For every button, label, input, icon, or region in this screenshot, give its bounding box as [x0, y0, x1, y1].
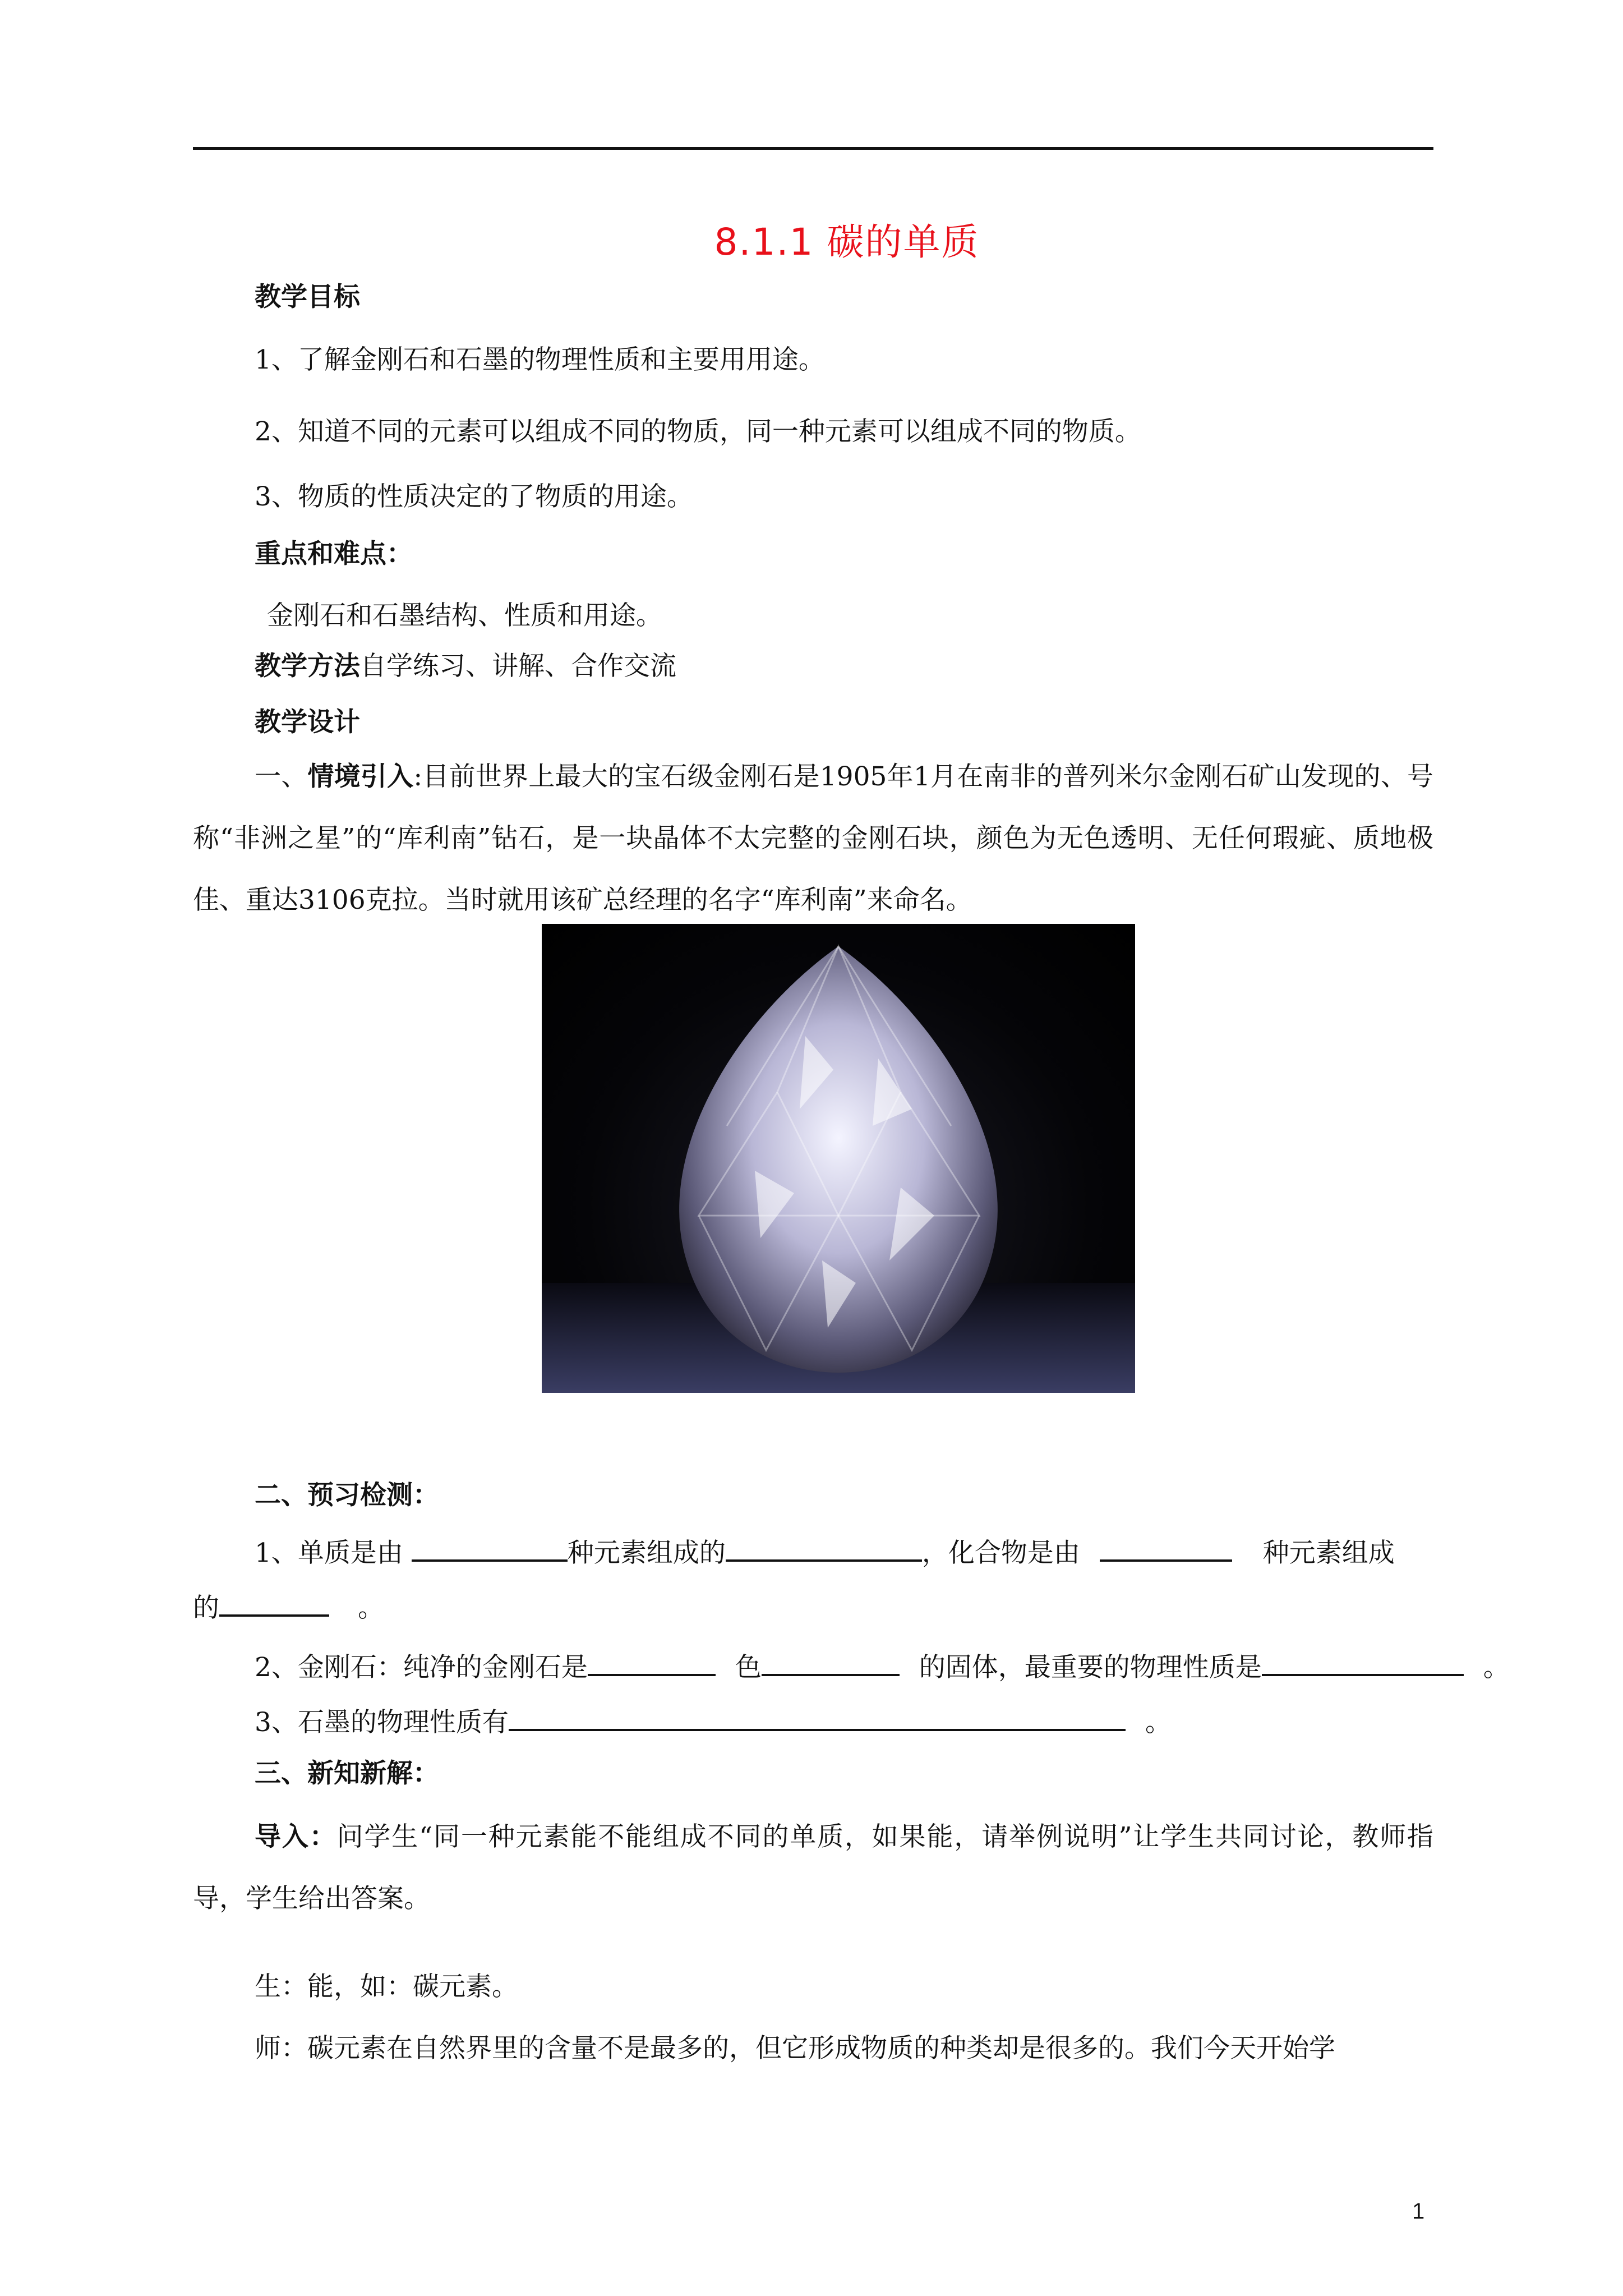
- lead-text: 问学生“同一种元素能不能组成不同的单质，如果能，请举例说明”让学生共同讨论，教师指导，学生给出答案。: [193, 1821, 1433, 1914]
- header-rule: [193, 147, 1433, 150]
- preview-heading: 二、预习检测：: [255, 1480, 439, 1511]
- intro-text: :目前世界上最大的宝石级金刚石是1905年1月在南非的普列米尔金刚石矿山发现的、号称“非洲之星”的“库利南”钻石，是一块晶体不太完整的金刚石块，颜色为无色透明、无任何瑕疵、质地极佳、重达3106克拉。当时就用该矿总经理的名字“库利南”来命名。: [193, 761, 1434, 915]
- q1-blank-2[interactable]: [726, 1531, 922, 1562]
- teacher-line: 师：碳元素在自然界里的含量不是最多的，但它形成物质的种类却是很多的。我们今天开始学: [255, 2033, 1335, 2064]
- teaching-method: [255, 650, 676, 683]
- lead-paragraph: [193, 1806, 1433, 1930]
- student-line: 生：能，如：碳元素。: [255, 1971, 518, 2002]
- page-title: 8.1.1 碳的单质: [714, 220, 980, 264]
- intro-paragraph: [193, 746, 1433, 931]
- page-number: 1: [1412, 2199, 1425, 2224]
- method-label: 教学方法: [255, 651, 360, 682]
- objective-3: 3、物质的性质决定的了物质的用途。: [255, 481, 693, 512]
- question-3: [255, 1701, 1172, 1740]
- intro-label: 情境引入: [307, 761, 414, 792]
- diamond-illustration: [542, 924, 1135, 1393]
- objective-1: 1、了解金刚石和石墨的物理性质和主要用用途。: [255, 344, 825, 375]
- q1-text-e: 的: [193, 1593, 219, 1623]
- design-heading: 教学设计: [255, 707, 360, 738]
- question-1: [255, 1531, 1395, 1570]
- objectives-heading: 教学目标: [255, 282, 360, 312]
- q1-text-a: 1、单质是由: [255, 1538, 403, 1568]
- q1-blank-4[interactable]: [219, 1586, 329, 1617]
- question-2: [255, 1646, 1510, 1685]
- objective-2: 2、知道不同的元素可以组成不同的物质，同一种元素可以组成不同的物质。: [255, 416, 1141, 447]
- key-points-text: 金刚石和石墨结构、性质和用途。: [267, 600, 662, 631]
- q2-blank-2[interactable]: [762, 1646, 900, 1676]
- new-knowledge-heading: 三、新知新解：: [255, 1758, 439, 1789]
- q1-text-f: 。: [357, 1593, 384, 1623]
- q2-text-b: 色: [735, 1652, 762, 1683]
- q2-text-d: 。: [1483, 1652, 1510, 1683]
- question-1-cont: [193, 1586, 384, 1625]
- method-text: 自学练习、讲解、合作交流: [360, 651, 676, 682]
- q1-blank-1[interactable]: [412, 1531, 568, 1562]
- q1-text-b: 种元素组成的: [567, 1538, 726, 1568]
- q2-blank-1[interactable]: [588, 1646, 716, 1676]
- intro-label-prefix: 一、: [255, 761, 308, 792]
- q2-blank-3[interactable]: [1262, 1646, 1464, 1676]
- diamond-photo: [542, 924, 1135, 1393]
- q1-text-c: ，化合物是由: [921, 1538, 1080, 1568]
- q1-text-d: 种元素组成: [1262, 1538, 1395, 1568]
- q2-text-a: 2、金刚石：纯净的金刚石是: [255, 1652, 588, 1683]
- key-points-heading: 重点和难点：: [255, 539, 413, 569]
- q1-blank-3[interactable]: [1100, 1531, 1232, 1562]
- q3-text-a: 3、石墨的物理性质有: [255, 1707, 509, 1738]
- q3-text-b: 。: [1145, 1707, 1172, 1738]
- q3-blank-1[interactable]: [509, 1701, 1126, 1731]
- lead-label: 导入：: [255, 1821, 337, 1852]
- q2-text-c: 的固体，最重要的物理性质是: [919, 1652, 1262, 1683]
